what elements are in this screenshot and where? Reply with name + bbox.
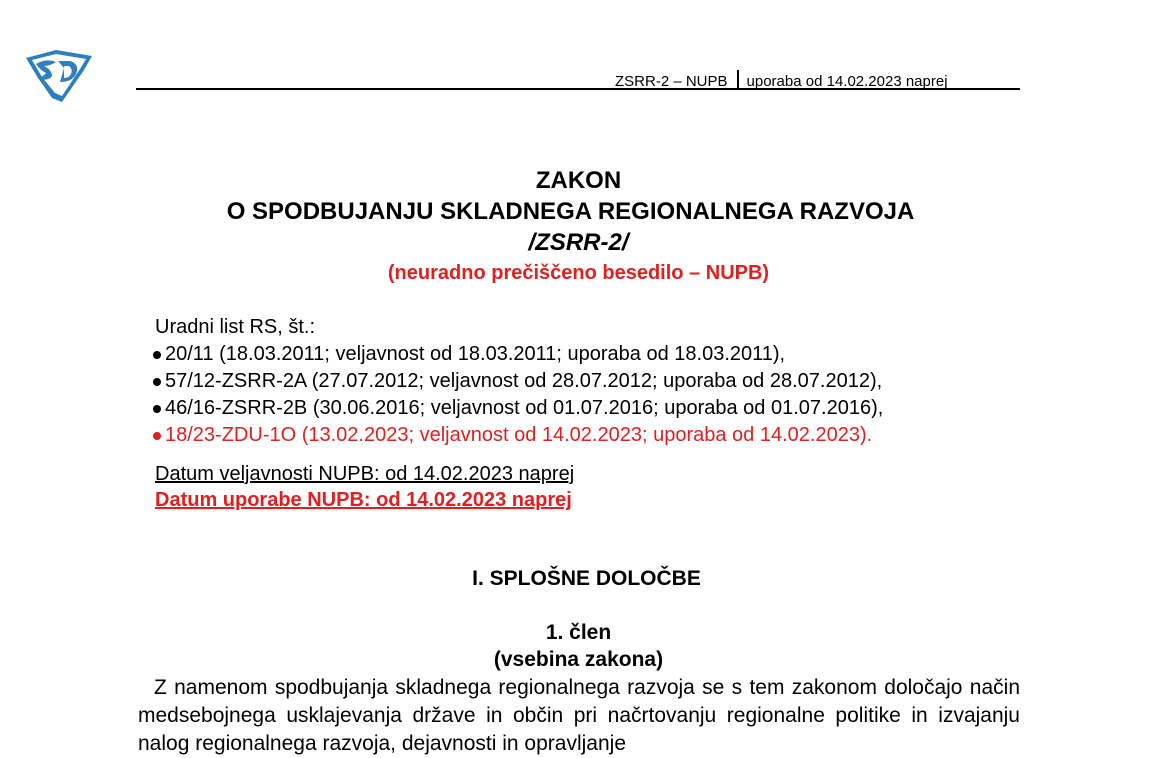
article-title: (vsebina zakona) bbox=[493, 648, 664, 671]
gazette-entry: 20/11 (18.03.2011; veljavnost od 18.03.2011; uporaba od 18.03.2011), bbox=[150, 341, 883, 368]
law-title-line2: O SPODBUJANJU SKLADNEGA REGIONALNEGA RAZVOJA bbox=[226, 198, 915, 225]
bullet-icon bbox=[153, 351, 161, 359]
gazette-label: Uradni list RS, št.: bbox=[155, 316, 316, 338]
article-number: 1. člen bbox=[545, 621, 612, 644]
law-abbreviation: /ZSRR-2/ bbox=[528, 229, 629, 256]
gazette-entry-latest: 18/23-ZDU-1O (13.02.2023; veljavnost od 14.02.2023; uporaba od 14.02.2023). bbox=[150, 422, 883, 449]
header-rule bbox=[136, 88, 1020, 90]
sd-shield-logo-icon bbox=[22, 48, 96, 104]
validity-date: Datum veljavnosti NUPB: od 14.02.2023 naprej bbox=[155, 463, 575, 485]
header-separator bbox=[737, 70, 739, 90]
law-title-line1: ZAKON bbox=[535, 167, 622, 194]
article-body: Z namenom spodbujanja skladnega regionalnega razvoja se s tem zakonom določajo način medsebojnega usklajevanja države in občin pri načrtovanju regionalne politike in izvajanju nalog regionalnega razvoja, dejavnosti in opravljanje bbox=[138, 676, 1020, 755]
bullet-icon bbox=[153, 405, 161, 413]
header-usage: uporaba od 14.02.2023 naprej bbox=[746, 73, 948, 90]
law-subtitle: (neuradno prečiščeno besedilo – NUPB) bbox=[387, 262, 770, 284]
bullet-icon bbox=[153, 432, 161, 440]
section-heading: I. SPLOŠNE DOLOČBE bbox=[472, 567, 701, 590]
gazette-list bbox=[150, 341, 883, 449]
gazette-entry: 46/16-ZSRR-2B (30.06.2016; veljavnost od 01.07.2016; uporaba od 01.07.2016), bbox=[150, 395, 883, 422]
gazette-entry: 57/12-ZSRR-2A (27.07.2012; veljavnost od 28.07.2012; uporaba od 28.07.2012), bbox=[150, 368, 883, 395]
bullet-icon bbox=[153, 378, 161, 386]
usage-date: Datum uporabe NUPB: od 14.02.2023 naprej bbox=[155, 489, 572, 511]
header-document-code: ZSRR-2 – NUPB bbox=[615, 73, 728, 90]
